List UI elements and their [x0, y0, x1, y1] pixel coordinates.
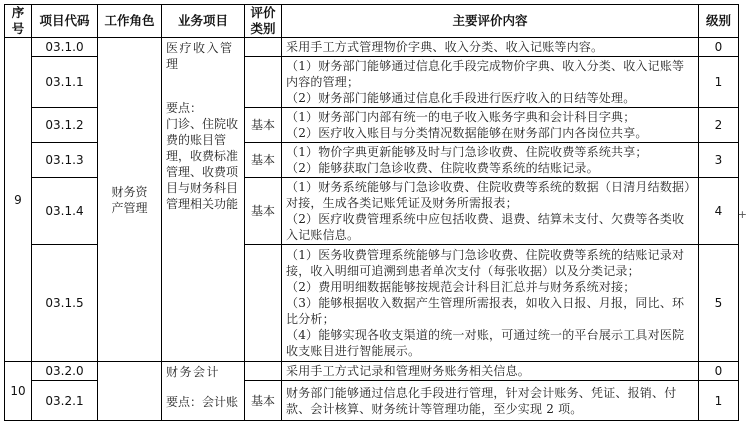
eval-type-cell: 基本	[245, 381, 282, 421]
content-cell	[282, 57, 699, 108]
content-cell	[282, 245, 699, 362]
role-cell	[98, 362, 162, 421]
content-line: 采用手工方式记录和管理财务账务相关信息。	[286, 364, 531, 378]
code-cell: 03.2.0	[32, 362, 98, 381]
code-cell: 03.1.4	[32, 178, 98, 245]
content-line: （1）财务部门内部有统一的电子收入账务字典和会计科目字典；	[286, 110, 636, 124]
level-cell: 1	[699, 57, 739, 108]
content-cell	[282, 362, 699, 381]
header-seq	[5, 5, 32, 38]
content-line: （1）医务收费管理系统能够与门急诊收费、住院收费等系统的结账记录对接，收入明细可追溯到患者单次支付（每张收据）以及分类记录；	[286, 248, 685, 278]
content-line: （2）能够获取门急诊收费、住院收费等系统的结账记录。	[286, 161, 599, 175]
code-cell: 03.2.1	[32, 381, 98, 421]
eval-type-cell	[245, 38, 282, 57]
header-seq-label: 序 号	[11, 5, 25, 36]
level-cell: 0	[699, 362, 739, 381]
table-row	[5, 362, 739, 381]
content-cell	[282, 108, 699, 143]
content-line: 财务部门能够通过信息化手段进行管理，针对会计账务、凭证、报销、付款、会计核算、财务统计等管理功能，至少实现 2 项。	[286, 385, 677, 416]
table-row	[5, 38, 739, 57]
business-points-label: 要点：会计账	[166, 395, 239, 409]
level-cell: 3	[699, 143, 739, 178]
seq-cell: 10	[5, 362, 32, 421]
code-cell: 03.1.5	[32, 245, 98, 362]
business-title: 财务会计	[166, 365, 221, 379]
evaluation-table	[4, 4, 739, 421]
role-label: 财务资产管理	[111, 184, 148, 215]
content-line: （2）医疗收入账目与分类情况数据能够在财务部门内各岗位共享。	[286, 126, 648, 140]
page-edge-marker: +	[737, 208, 747, 221]
content-line: （1）财务系统能够与门急诊收费、住院收费等系统的数据（日清月结数据）对接，生成各类记账凭证及财务所需报表；	[286, 180, 691, 210]
content-line: （2）费用明细数据能够按规范会计科目汇总并与财务系统对接；	[286, 280, 636, 294]
code-cell: 03.1.0	[32, 38, 98, 57]
content-line: （1）物价字典更新能够及时与门急诊收费、住院收费等系统共享；	[286, 145, 648, 159]
level-cell: 4	[699, 178, 739, 245]
header-role: 工作角色	[98, 5, 162, 38]
content-cell	[282, 381, 699, 421]
content-line: （2）财务部门能够通过信息化手段进行医疗收入的日结等处理。	[286, 91, 636, 105]
header-business: 业务项目	[162, 5, 245, 38]
business-title: 医疗收入管理	[166, 41, 234, 71]
content-cell	[282, 38, 699, 57]
level-cell: 5	[699, 245, 739, 362]
content-cell	[282, 178, 699, 245]
business-cell	[162, 38, 245, 362]
eval-type-cell: 基本	[245, 143, 282, 178]
content-line: （4）能够实现各收支渠道的统一对账，可通过统一的平台展示工具对医院收支账目进行智能展示。	[286, 328, 685, 358]
header-eval-type-label: 评价 类别	[250, 5, 276, 36]
code-cell: 03.1.2	[32, 108, 98, 143]
business-points-label: 要点：	[166, 101, 203, 115]
role-cell	[98, 38, 162, 362]
level-cell: 2	[699, 108, 739, 143]
seq-cell: 9	[5, 38, 32, 362]
code-cell: 03.1.1	[32, 57, 98, 108]
header-row	[5, 5, 739, 38]
content-line: （3）能够根据收入数据产生管理所需报表，如收入日报、月报，同比、环比分析；	[286, 296, 685, 326]
header-eval-type	[245, 5, 282, 38]
content-line: 采用手工方式管理物价字典、收入分类、收入记账等内容。	[286, 40, 604, 54]
header-main-content: 主要评价内容	[282, 5, 699, 38]
header-code: 项目代码	[32, 5, 98, 38]
eval-type-cell	[245, 57, 282, 108]
eval-type-cell	[245, 362, 282, 381]
eval-type-cell	[245, 245, 282, 362]
eval-type-cell: 基本	[245, 108, 282, 143]
header-level: 级别	[699, 5, 739, 38]
eval-type-cell: 基本	[245, 178, 282, 245]
level-cell: 1	[699, 381, 739, 421]
content-line: （1）财务部门能够通过信息化手段完成物价字典、收入分类、收入记账等内容的管理；	[286, 59, 685, 89]
content-cell	[282, 143, 699, 178]
level-cell: 0	[699, 38, 739, 57]
business-points: 门诊、住院收费的账目管理，收费标准管理、收费项目与财务科目管理相关功能	[166, 117, 239, 211]
content-line: （2）医疗收费管理系统中应包括收费、退费、结算未支付、欠费等各类收入记账信息。	[286, 212, 685, 242]
business-cell	[162, 362, 245, 421]
code-cell: 03.1.3	[32, 143, 98, 178]
